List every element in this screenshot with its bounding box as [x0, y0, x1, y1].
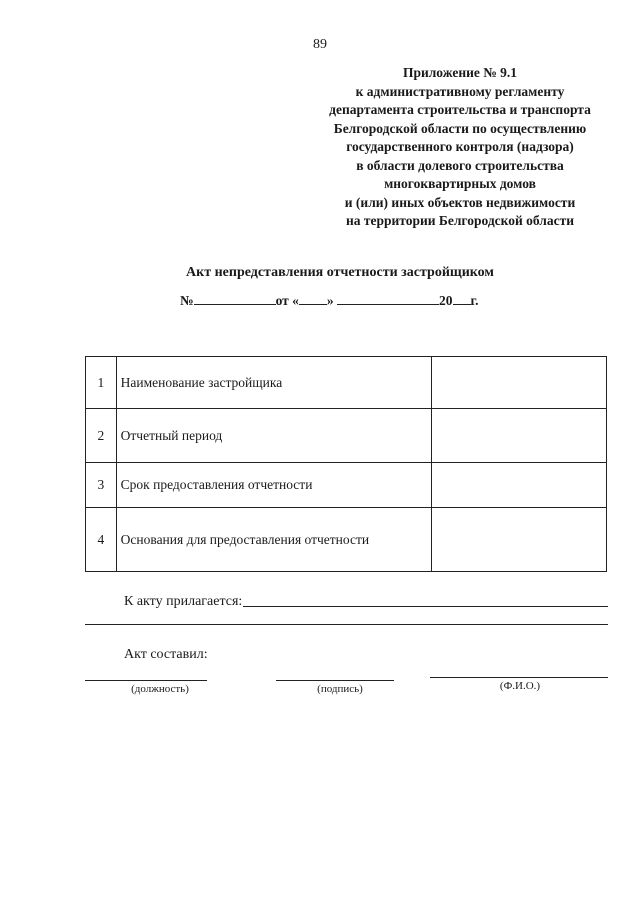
appendix-header: [300, 64, 620, 231]
quote-close: »: [326, 293, 334, 308]
page-number: 89: [313, 37, 327, 52]
month-blank: [337, 292, 439, 305]
act-table: [85, 356, 607, 572]
signature-blank[interactable]: [276, 680, 394, 681]
table-row: [86, 409, 607, 463]
number-sign: №: [180, 293, 194, 308]
fio-caption: (Ф.И.О.): [499, 680, 541, 692]
row-label: Отчетный период: [116, 409, 431, 463]
day-blank: [299, 292, 327, 305]
appendix-line: и (или) иных объектов недвижимости: [344, 194, 576, 210]
appendix-line: к административному регламенту: [355, 83, 565, 99]
act-title: Акт непредставления отчетности застройщиком: [186, 265, 494, 280]
act-number-line: [180, 292, 479, 309]
attachment-label: К акту прилагается:: [124, 594, 243, 609]
act-number-blank: [194, 292, 276, 305]
position-blank[interactable]: [85, 680, 207, 681]
appendix-line: государственного контроля (надзора): [346, 139, 574, 154]
attachment-blank[interactable]: [243, 606, 608, 607]
appendix-line: на территории Белгородской области: [345, 213, 575, 228]
appendix-line: в области долевого строительства: [356, 157, 564, 173]
position-caption: (должность): [131, 683, 189, 695]
row-label: Срок предоставления отчетности: [116, 463, 431, 508]
appendix-line: Белгородской области по осуществлению: [333, 120, 587, 136]
signature-caption: (подпись): [317, 683, 363, 695]
row-number: 2: [86, 409, 117, 463]
row-value[interactable]: [431, 508, 607, 572]
compiled-label: Акт составил:: [124, 647, 208, 662]
appendix-line: департамента строительства и транспорта: [329, 102, 591, 117]
year-prefix: 20: [439, 293, 453, 308]
appendix-line: многоквартирных домов: [384, 176, 536, 191]
table-row: [86, 508, 607, 572]
row-label: Наименование застройщика: [116, 357, 431, 409]
row-label: Основания для предоставления отчетности: [116, 508, 431, 572]
row-number: 1: [86, 357, 117, 409]
row-value[interactable]: [431, 357, 607, 409]
row-number: 3: [86, 463, 117, 508]
appendix-line: Приложение № 9.1: [402, 65, 518, 80]
from-text: от «: [275, 293, 299, 308]
attachment-blank-2[interactable]: [85, 624, 608, 625]
fio-blank[interactable]: [430, 677, 608, 678]
table-row: [86, 463, 607, 508]
row-number: 4: [86, 508, 117, 572]
year-blank: [453, 292, 471, 305]
year-suffix: г.: [470, 293, 479, 308]
row-value[interactable]: [431, 463, 607, 508]
table-row: [86, 357, 607, 409]
row-value[interactable]: [431, 409, 607, 463]
